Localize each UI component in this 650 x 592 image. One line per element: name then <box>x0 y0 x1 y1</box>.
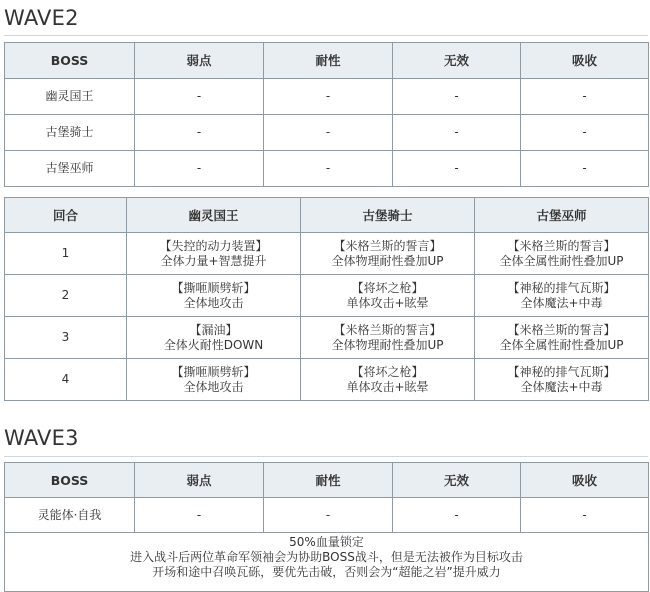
cell-value: - <box>264 498 393 533</box>
cell-value: - <box>393 79 521 115</box>
header-resistance: 耐性 <box>264 43 393 79</box>
table-row <box>5 317 649 359</box>
header-boss-3: 古堡巫师 <box>475 198 649 233</box>
boss-name: 灵能体·自我 <box>5 498 135 533</box>
skill-effect: 单体攻击+眩晕 <box>346 295 429 310</box>
skill-effect: 全体力量+智慧提升 <box>160 253 267 268</box>
cell-value: - <box>135 79 264 115</box>
skill-cell <box>127 359 301 401</box>
skill-name: 【漏油】 <box>189 322 238 337</box>
skill-name: 【米格兰斯的誓言】 <box>507 322 616 337</box>
table-row <box>5 498 649 533</box>
header-null: 无效 <box>393 43 521 79</box>
skill-name: 【米格兰斯的誓言】 <box>507 238 616 253</box>
skill-name: 【神秘的排气瓦斯】 <box>507 364 616 379</box>
skill-name: 【失控的动力装置】 <box>159 238 268 253</box>
note-row <box>5 533 649 592</box>
cell-value: - <box>521 498 649 533</box>
table-row <box>5 359 649 401</box>
wave2-divider <box>4 35 648 36</box>
wave3-title: WAVE3 <box>4 426 79 450</box>
turn-number: 4 <box>5 359 127 401</box>
boss-note <box>5 533 649 592</box>
skill-cell <box>127 317 301 359</box>
note-line: 开场和途中召唤瓦砾，要优先击破，否则会为“超能之岩”提升威力 <box>152 565 501 579</box>
table-row <box>5 275 649 317</box>
skill-name: 【米格兰斯的誓言】 <box>333 238 442 253</box>
cell-value: - <box>521 115 649 151</box>
cell-value: - <box>521 151 649 187</box>
cell-value: - <box>264 151 393 187</box>
table-row <box>5 79 649 115</box>
skill-cell <box>475 275 649 317</box>
wave2-title: WAVE2 <box>4 6 79 30</box>
note-line: 50%血量锁定 <box>289 535 364 549</box>
table-row <box>5 233 649 275</box>
skill-name: 【撕咂顺劈斩】 <box>171 364 256 379</box>
skill-effect: 全体魔法+中毒 <box>520 379 603 394</box>
boss-name: 幽灵国王 <box>5 79 135 115</box>
wave3-divider <box>4 456 648 457</box>
header-resistance: 耐性 <box>264 463 393 498</box>
header-null: 无效 <box>393 463 521 498</box>
skill-effect: 全体魔法+中毒 <box>520 295 603 310</box>
skill-cell <box>301 275 475 317</box>
skill-effect: 全体地攻击 <box>183 295 244 310</box>
cell-value: - <box>521 79 649 115</box>
wave3-boss-table <box>4 462 649 592</box>
cell-value: - <box>135 498 264 533</box>
table-header-row <box>5 463 649 498</box>
wave2-boss-table <box>4 42 649 187</box>
skill-cell <box>475 317 649 359</box>
skill-effect: 全体全属性耐性叠加UP <box>499 253 624 268</box>
skill-cell <box>127 275 301 317</box>
skill-name: 【将坏之枪】 <box>351 280 424 295</box>
skill-effect: 全体全属性耐性叠加UP <box>499 337 624 352</box>
skill-effect: 全体物理耐性叠加UP <box>331 337 444 352</box>
header-boss: BOSS <box>5 463 135 498</box>
table-header-row <box>5 198 649 233</box>
skill-cell <box>301 359 475 401</box>
boss-name: 古堡巫师 <box>5 151 135 187</box>
skill-cell <box>475 233 649 275</box>
skill-name: 【神秘的排气瓦斯】 <box>507 280 616 295</box>
skill-name: 【米格兰斯的誓言】 <box>333 322 442 337</box>
turn-number: 1 <box>5 233 127 275</box>
skill-effect: 全体火耐性DOWN <box>163 337 264 352</box>
header-absorb: 吸收 <box>521 43 649 79</box>
header-boss-1: 幽灵国王 <box>127 198 301 233</box>
turn-number: 2 <box>5 275 127 317</box>
skill-name: 【撕咂顺劈斩】 <box>171 280 256 295</box>
boss-name: 古堡骑士 <box>5 115 135 151</box>
cell-value: - <box>264 79 393 115</box>
cell-value: - <box>264 115 393 151</box>
skill-effect: 单体攻击+眩晕 <box>346 379 429 394</box>
header-weakness: 弱点 <box>135 43 264 79</box>
skill-cell <box>301 233 475 275</box>
skill-cell <box>475 359 649 401</box>
cell-value: - <box>135 115 264 151</box>
cell-value: - <box>135 151 264 187</box>
header-boss: BOSS <box>5 43 135 79</box>
cell-value: - <box>393 151 521 187</box>
skill-name: 【将坏之枪】 <box>351 364 424 379</box>
wave2-turn-table <box>4 197 649 401</box>
turn-number: 3 <box>5 317 127 359</box>
cell-value: - <box>393 498 521 533</box>
table-row <box>5 151 649 187</box>
skill-cell <box>127 233 301 275</box>
header-absorb: 吸收 <box>521 463 649 498</box>
note-line: 进入战斗后两位革命军领袖会为协助BOSS战斗，但是无法被作为目标攻击 <box>130 550 523 564</box>
header-turn: 回合 <box>5 198 127 233</box>
table-header-row <box>5 43 649 79</box>
skill-cell <box>301 317 475 359</box>
cell-value: - <box>393 115 521 151</box>
header-boss-2: 古堡骑士 <box>301 198 475 233</box>
skill-effect: 全体物理耐性叠加UP <box>331 253 444 268</box>
table-row <box>5 115 649 151</box>
skill-effect: 全体地攻击 <box>183 379 244 394</box>
header-weakness: 弱点 <box>135 463 264 498</box>
